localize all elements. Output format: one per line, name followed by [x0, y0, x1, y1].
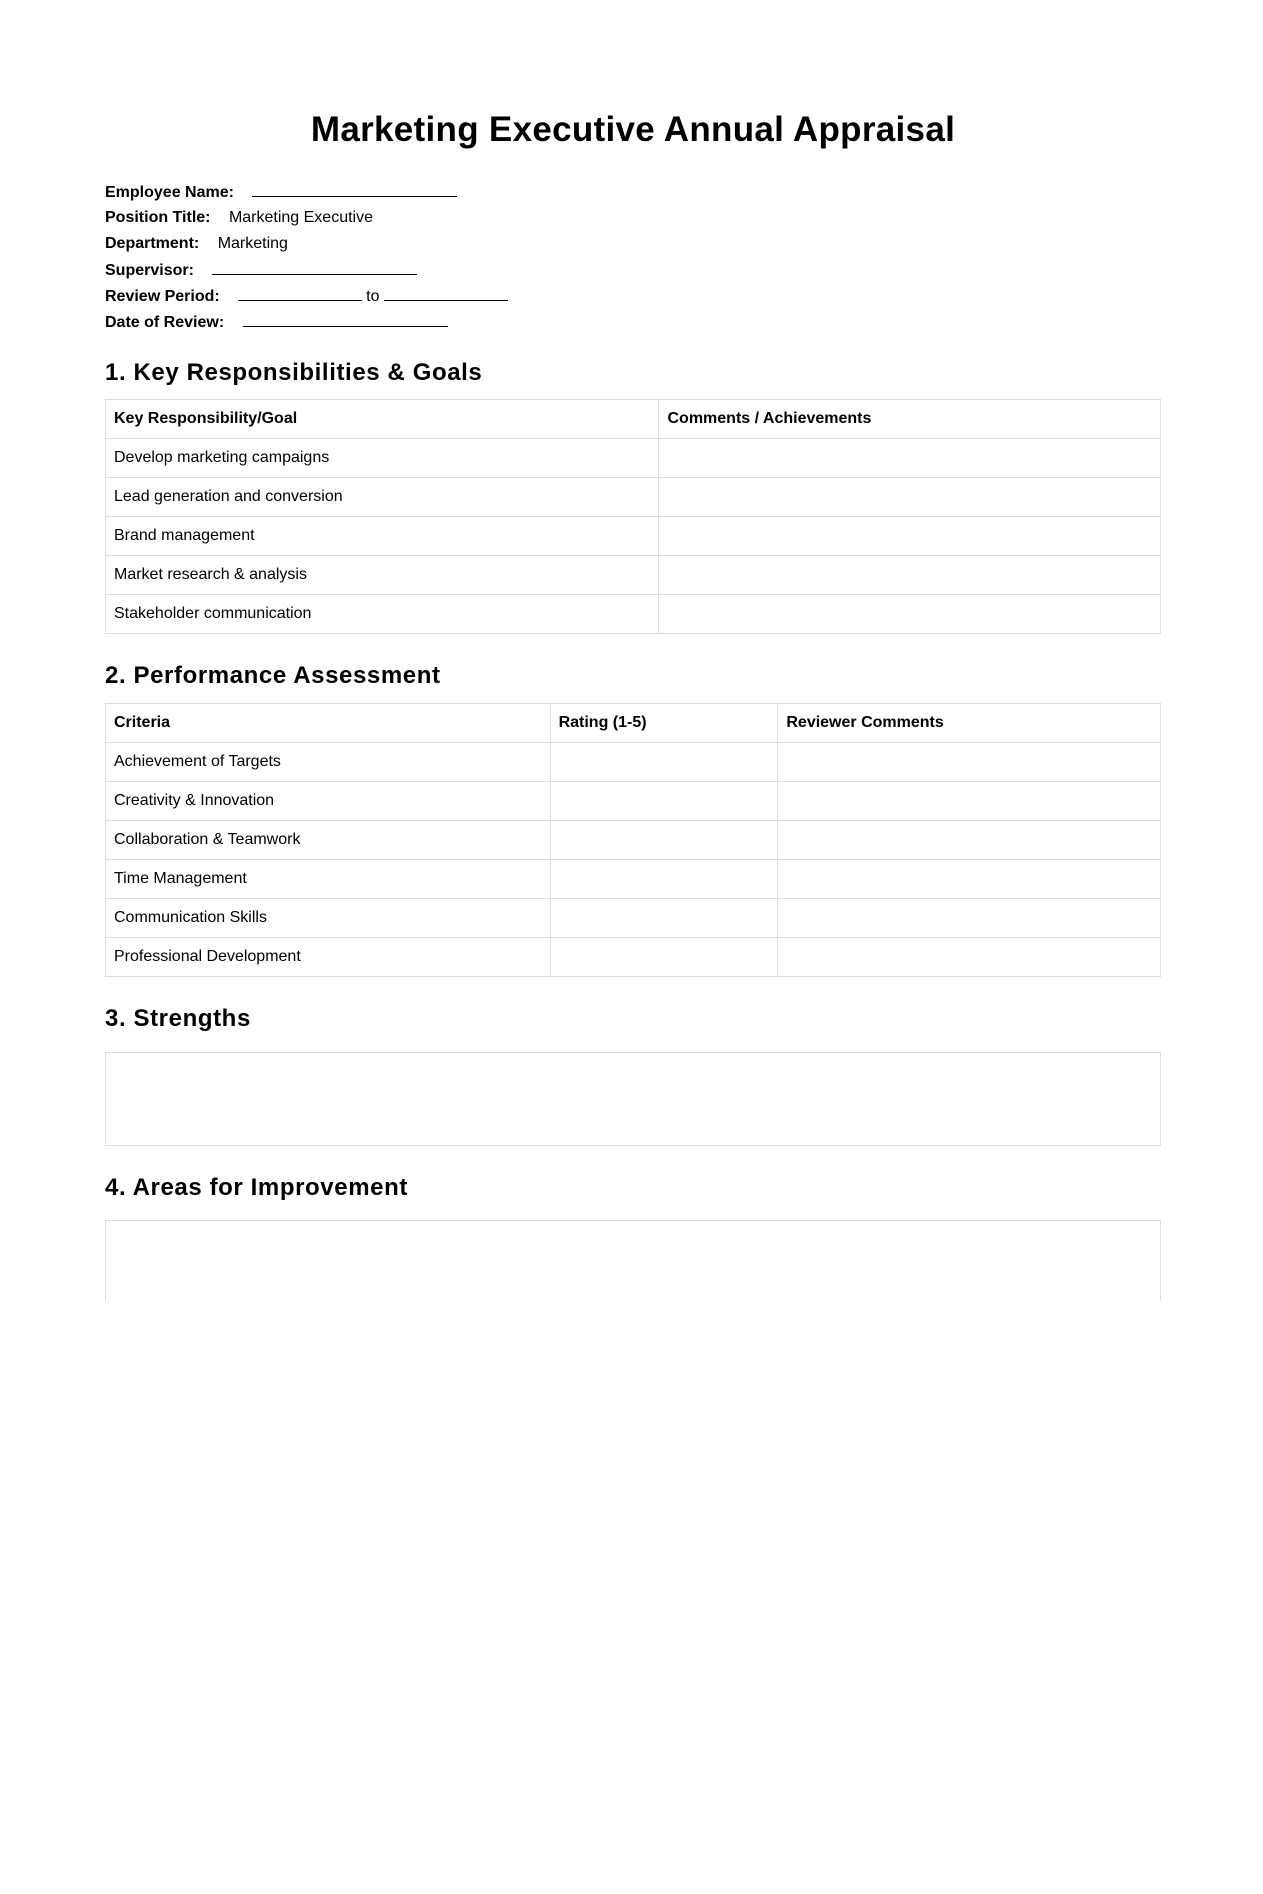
- responsibilities-table: [105, 399, 1161, 634]
- rating-cell[interactable]: [550, 899, 778, 938]
- department-label: Department:: [105, 235, 200, 252]
- table-row: [106, 743, 1161, 782]
- performance-table: [105, 703, 1161, 977]
- table-row: [106, 782, 1161, 821]
- reviewer-comments-cell[interactable]: [778, 743, 1161, 782]
- department-value: Marketing: [217, 235, 288, 252]
- review-period-from-input[interactable]: [238, 283, 362, 301]
- reviewer-comments-cell[interactable]: [778, 938, 1161, 977]
- date-of-review-field: [105, 309, 508, 335]
- criteria-cell: Achievement of Targets: [106, 743, 551, 782]
- rating-cell[interactable]: [550, 821, 778, 860]
- table-row: [106, 478, 1161, 517]
- table-row: [106, 860, 1161, 899]
- column-header: Reviewer Comments: [778, 704, 1161, 743]
- position-title-value: Marketing Executive: [228, 209, 373, 226]
- rating-cell[interactable]: [550, 782, 778, 821]
- responsibility-cell: Market research & analysis: [106, 556, 659, 595]
- comments-cell[interactable]: [659, 556, 1161, 595]
- comments-cell[interactable]: [659, 439, 1161, 478]
- employee-name-input[interactable]: [252, 179, 457, 197]
- column-header: Key Responsibility/Goal: [106, 400, 659, 439]
- position-title-field: [105, 205, 508, 231]
- table-row: [106, 556, 1161, 595]
- reviewer-comments-cell[interactable]: [778, 782, 1161, 821]
- employee-name-field: [105, 179, 508, 205]
- column-header: Comments / Achievements: [659, 400, 1161, 439]
- comments-cell[interactable]: [659, 517, 1161, 556]
- reviewer-comments-cell[interactable]: [778, 821, 1161, 860]
- comments-cell[interactable]: [659, 595, 1161, 634]
- table-row: [106, 821, 1161, 860]
- supervisor-input[interactable]: [212, 257, 417, 275]
- responsibility-cell: Stakeholder communication: [106, 595, 659, 634]
- comments-cell[interactable]: [659, 478, 1161, 517]
- rating-cell[interactable]: [550, 743, 778, 782]
- responsibility-cell: Brand management: [106, 517, 659, 556]
- responsibility-cell: Lead generation and conversion: [106, 478, 659, 517]
- criteria-cell: Professional Development: [106, 938, 551, 977]
- review-period-to-input[interactable]: [384, 283, 508, 301]
- reviewer-comments-cell[interactable]: [778, 899, 1161, 938]
- review-period-label: Review Period:: [105, 288, 220, 305]
- review-period-field: [105, 283, 508, 309]
- table-row: [106, 899, 1161, 938]
- table-row: [106, 439, 1161, 478]
- table-header-row: [106, 400, 1161, 439]
- rating-cell[interactable]: [550, 938, 778, 977]
- reviewer-comments-cell[interactable]: [778, 860, 1161, 899]
- responsibility-cell: Develop marketing campaigns: [106, 439, 659, 478]
- criteria-cell: Time Management: [106, 860, 551, 899]
- supervisor-label: Supervisor:: [105, 262, 194, 279]
- criteria-cell: Collaboration & Teamwork: [106, 821, 551, 860]
- date-of-review-label: Date of Review:: [105, 314, 225, 331]
- document-title: Marketing Executive Annual Appraisal: [310, 110, 956, 149]
- date-of-review-input[interactable]: [243, 309, 448, 327]
- section-heading-strengths: 3. Strengths: [105, 1005, 251, 1032]
- column-header: Criteria: [106, 704, 551, 743]
- employee-name-label: Employee Name:: [105, 184, 234, 201]
- employee-info-fields: [105, 179, 508, 335]
- criteria-cell: Communication Skills: [106, 899, 551, 938]
- section-heading-performance: 2. Performance Assessment: [105, 662, 441, 689]
- table-row: [106, 517, 1161, 556]
- strengths-textbox[interactable]: [105, 1052, 1161, 1146]
- rating-cell[interactable]: [550, 860, 778, 899]
- supervisor-field: [105, 257, 508, 283]
- improvement-textbox[interactable]: [105, 1220, 1161, 1301]
- table-row: [106, 938, 1161, 977]
- position-title-label: Position Title:: [105, 209, 211, 226]
- review-period-separator: to: [366, 288, 380, 305]
- criteria-cell: Creativity & Innovation: [106, 782, 551, 821]
- table-row: [106, 595, 1161, 634]
- department-field: [105, 231, 508, 257]
- section-heading-responsibilities: 1. Key Responsibilities & Goals: [105, 359, 483, 386]
- section-heading-improvement: 4. Areas for Improvement: [105, 1174, 408, 1201]
- column-header: Rating (1-5): [550, 704, 778, 743]
- table-header-row: [106, 704, 1161, 743]
